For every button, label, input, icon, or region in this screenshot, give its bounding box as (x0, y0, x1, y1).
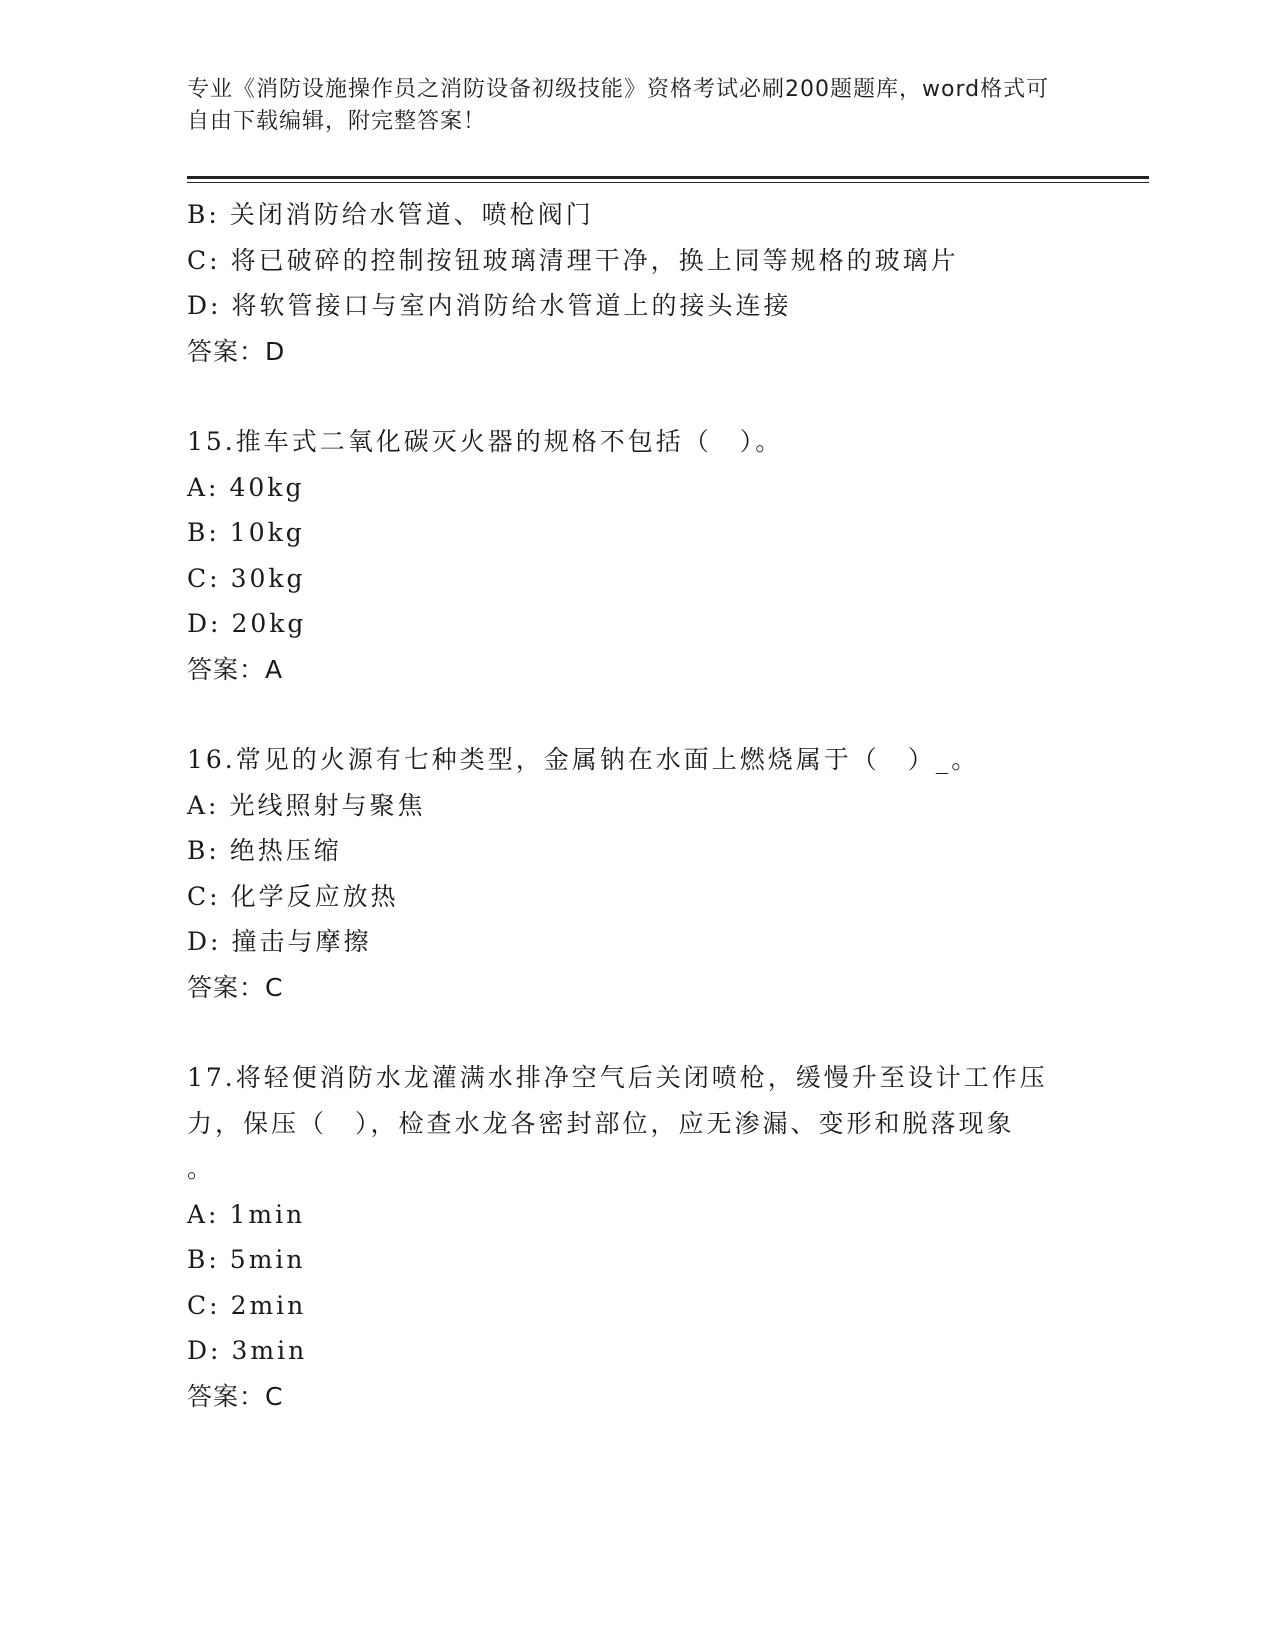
option-label: D: (187, 927, 222, 956)
header-rule-thin (187, 182, 1149, 183)
option-text: 撞击与摩擦 (231, 927, 372, 956)
option-text: 3min (231, 1336, 308, 1365)
option-label: B: (187, 836, 220, 865)
answer-line: 答案：A (187, 654, 284, 684)
option-label: A: (187, 472, 220, 502)
answer-line: 答案：C (187, 1381, 284, 1411)
option-label: C: (187, 881, 221, 911)
option-b (187, 192, 1087, 238)
option-a (187, 783, 1087, 829)
option-b (187, 510, 1087, 556)
option-text: 绝热压缩 (229, 836, 342, 865)
option-text: 2min (230, 1290, 307, 1320)
option-a (187, 465, 1087, 511)
option-c (187, 1283, 1087, 1329)
option-text: 30kg (230, 563, 306, 593)
option-label: A: (187, 1199, 220, 1229)
option-text: 1min (229, 1199, 306, 1229)
question-16 (187, 737, 1087, 1010)
option-b (187, 828, 1087, 874)
question-15 (187, 419, 1087, 692)
option-label: B: (187, 200, 220, 229)
question-stem-line-1: 17.将轻便消防水龙灌满水排净空气后关闭喷枪，缓慢升至设计工作压 (187, 1063, 1048, 1092)
option-d (187, 919, 1087, 965)
option-label: B: (187, 518, 220, 547)
question-stem: 16.常见的火源有七种类型，金属钠在水面上燃烧属于（ ）_。 (187, 745, 980, 774)
option-c (187, 238, 1087, 284)
option-text: 20kg (231, 609, 307, 638)
option-text: 将软管接口与室内消防给水管道上的接头连接 (231, 291, 792, 320)
question-content (187, 192, 1087, 1419)
option-label: C: (187, 563, 221, 593)
option-text: 5min (229, 1245, 306, 1274)
option-b (187, 1237, 1087, 1283)
answer-line: 答案：D (187, 336, 286, 366)
option-label: D: (187, 1336, 222, 1365)
header-rule-thick (187, 176, 1149, 179)
option-text: 化学反应放热 (230, 881, 399, 911)
option-label: B: (187, 1245, 220, 1274)
option-label: C: (187, 245, 221, 275)
option-a (187, 1192, 1087, 1238)
option-text: 将已破碎的控制按钮玻璃清理干净，换上同等规格的玻璃片 (230, 245, 959, 275)
option-c (187, 874, 1087, 920)
question-14-continuation (187, 192, 1087, 374)
question-stem-line-3: 。 (187, 1154, 216, 1183)
option-text: 关闭消防给水管道、喷枪阀门 (229, 200, 594, 229)
option-label: D: (187, 609, 222, 638)
document-header: 专业《消防设施操作员之消防设备初级技能》资格考试必刷200题题库，word格式可自由下载编辑，附完整答案！ (187, 77, 1050, 134)
option-c (187, 556, 1087, 602)
option-d (187, 1328, 1087, 1374)
option-label: D: (187, 291, 222, 320)
option-text: 光线照射与聚焦 (229, 790, 426, 820)
question-stem: 15.推车式二氧化碳灭火器的规格不包括（ ）。 (187, 427, 784, 456)
option-text: 10kg (229, 518, 305, 547)
option-text: 40kg (229, 472, 305, 502)
option-d (187, 601, 1087, 647)
question-stem-line-2: 力，保压（ ），检查水龙各密封部位，应无渗漏、变形和脱落现象 (187, 1108, 1015, 1138)
option-d (187, 283, 1087, 329)
answer-line: 答案：C (187, 972, 284, 1002)
option-label: A: (187, 790, 220, 820)
option-label: C: (187, 1290, 221, 1320)
question-17 (187, 1055, 1087, 1419)
